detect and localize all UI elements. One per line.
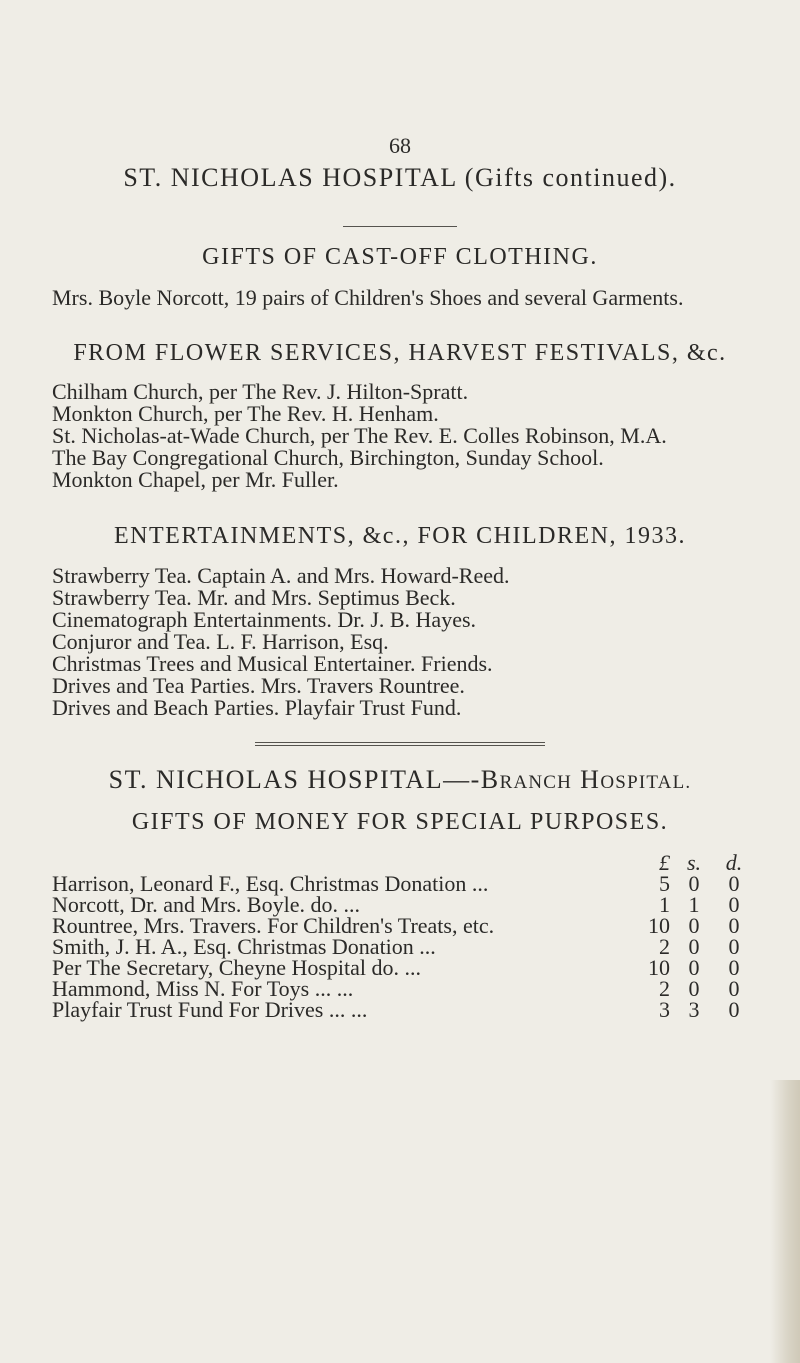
table-row: Harrison, Leonard F., Esq. Christmas Donation ... 5 0 0 [52,871,740,896]
divider [343,226,457,227]
clothing-entry: Mrs. Boyle Norcott, 19 pairs of Children's Shoes and several Garments. [52,285,684,310]
entertainments-list [52,565,510,719]
column-headers [52,852,772,873]
page-number: 68 [389,133,411,158]
entertainment-line: Conjuror and Tea. L. F. Harrison, Esq. [52,629,389,654]
flower-line: St. Nicholas-at-Wade Church, per The Rev. E. Colles Robinson, M.A. [52,423,667,448]
clothing-heading: GIFTS OF CAST-OFF CLOTHING. [202,244,598,270]
page-edge-shadow [770,1080,800,1363]
table-row: Rountree, Mrs. Travers. For Children's Treats, etc. 10 0 0 [52,913,740,938]
table-row: Norcott, Dr. and Mrs. Boyle. do. ... 1 1 0 [52,892,740,917]
pence-header: d. [725,850,743,875]
pounds-header: £ [659,850,670,875]
divider-long-2 [255,745,545,746]
branch-title: ST. NICHOLAS HOSPITAL—-BRANCH HOSPITAL. [108,765,692,794]
divider-long [255,742,545,743]
entertainment-line: Drives and Tea Parties. Mrs. Travers Rountree. [52,673,465,698]
table-row: Playfair Trust Fund For Drives ... ... 3 3 0 [52,997,740,1022]
entertainment-line: Cinematograph Entertainments. Dr. J. B. Hayes. [52,607,477,632]
shillings-header: s. [686,850,702,875]
entertainments-heading: ENTERTAINMENTS, &c., FOR CHILDREN, 1933. [114,523,686,549]
money-gifts-heading: GIFTS OF MONEY FOR SPECIAL PURPOSES. [131,809,669,835]
entertainment-line: Strawberry Tea. Captain A. and Mrs. Howard-Reed. [52,563,510,588]
flower-line: Chilham Church, per The Rev. J. Hilton-Spratt. [52,379,469,404]
flower-line: Monkton Chapel, per Mr. Fuller. [52,467,339,492]
entertainment-line: Strawberry Tea. Mr. and Mrs. Septimus Beck. [52,585,456,610]
flower-services-list [52,381,667,491]
table-row: Smith, J. H. A., Esq. Christmas Donation ... 2 0 0 [52,934,740,959]
money-gifts-table [52,852,772,1020]
page-title: ST. NICHOLAS HOSPITAL (Gifts continued). [123,163,677,192]
table-row: Hammond, Miss N. For Toys ... ... 2 0 0 [52,976,740,1001]
flower-line: Monkton Church, per The Rev. H. Henham. [52,401,439,426]
flower-services-heading: FROM FLOWER SERVICES, HARVEST FESTIVALS, &c. [73,340,727,366]
entertainment-line: Drives and Beach Parties. Playfair Trust Fund. [52,695,462,720]
entertainment-line: Christmas Trees and Musical Entertainer. Friends. [52,651,493,676]
table-row: Per The Secretary, Cheyne Hospital do. ... 10 0 0 [52,955,740,980]
flower-line: The Bay Congregational Church, Birchington, Sunday School. [52,445,604,470]
